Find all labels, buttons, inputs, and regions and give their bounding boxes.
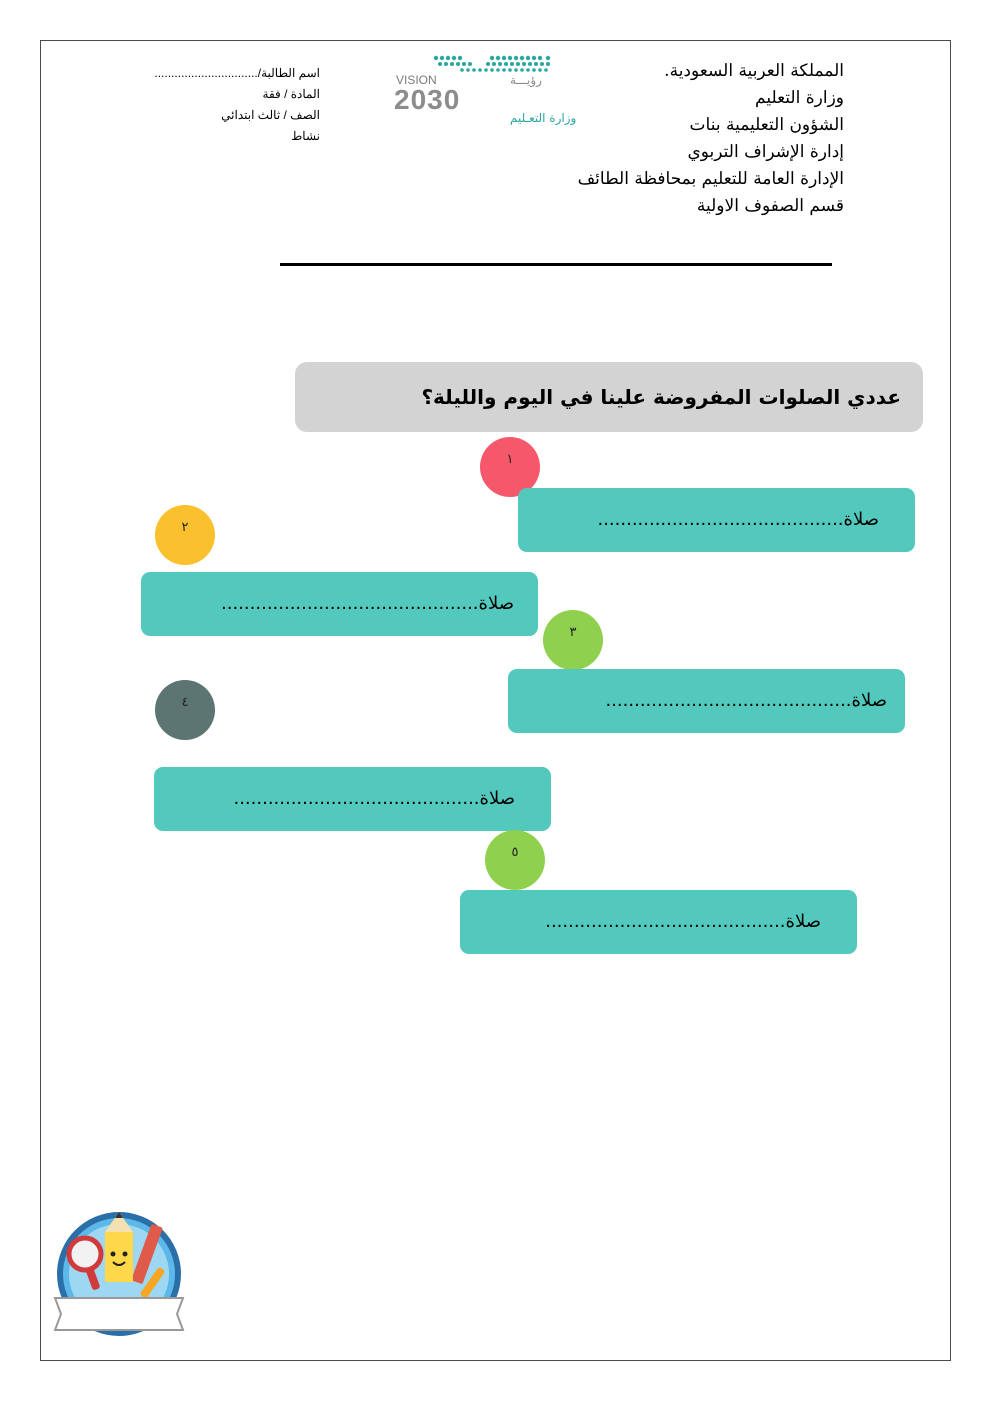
answer-blank[interactable]: ...........................................	[233, 788, 480, 809]
header-line-affairs: الشؤون التعليمية بنات	[689, 115, 844, 135]
header-line-directorate: الإدارة العامة للتعليم بمحافظة الطائف	[577, 169, 844, 189]
header-line-ministry: وزارة التعليم	[755, 88, 844, 108]
number-label: ٢	[181, 520, 189, 535]
question-banner	[295, 362, 923, 432]
number-label: ٥	[511, 845, 519, 860]
answer-label: صلاة	[851, 690, 887, 711]
answer-blank[interactable]: ..........................................	[545, 911, 786, 932]
answer-box-5[interactable]	[460, 890, 857, 954]
header-divider	[280, 263, 832, 266]
answer-blank[interactable]: ...........................................	[605, 690, 852, 711]
number-label: ٤	[181, 695, 189, 710]
number-circle-2	[155, 505, 215, 565]
logo-vision-text: VISION	[396, 73, 437, 87]
question-text: عددي الصلوات المفروضة علينا في اليوم والليلة؟	[421, 385, 901, 409]
answer-label: صلاة	[843, 509, 879, 530]
activity-line: نشاط	[291, 129, 320, 143]
number-circle-4	[155, 680, 215, 740]
number-circle-5	[485, 830, 545, 890]
answer-box-3[interactable]	[508, 669, 905, 733]
answer-box-4[interactable]	[154, 767, 551, 831]
student-info-header	[100, 63, 320, 147]
header-line-department: قسم الصفوف الاولية	[696, 196, 844, 216]
ministry-header	[578, 58, 844, 220]
header-line-kingdom: المملكة العربية السعودية.	[664, 61, 844, 81]
vision-2030-logo	[392, 52, 577, 127]
logo-year-text: 2030	[394, 84, 461, 115]
student-name-line: اسم الطالبة/...............................	[154, 66, 320, 80]
number-label: ١	[506, 452, 514, 467]
school-supplies-badge-icon	[53, 1202, 185, 1344]
answer-box-2[interactable]	[141, 572, 538, 636]
answer-label: صلاة	[479, 788, 515, 809]
answer-blank[interactable]: ...........................................	[597, 509, 844, 530]
logo-ministry-text: وزارة التعـليم	[510, 111, 577, 125]
subject-line: المادة / فقة	[262, 87, 320, 101]
grade-line: الصف / ثالث ابتدائي	[221, 108, 320, 122]
answer-label: صلاة	[785, 911, 821, 932]
answer-box-1[interactable]	[518, 488, 915, 552]
logo-vision-ar-text: رؤيـــة	[510, 73, 542, 87]
vision-dots-icon	[392, 52, 577, 127]
number-circle-3	[543, 610, 603, 670]
answer-blank[interactable]: .............................................	[221, 593, 479, 614]
number-label: ٣	[569, 625, 577, 640]
answer-label: صلاة	[478, 593, 514, 614]
header-line-supervision: إدارة الإشراف التربوي	[687, 142, 844, 162]
